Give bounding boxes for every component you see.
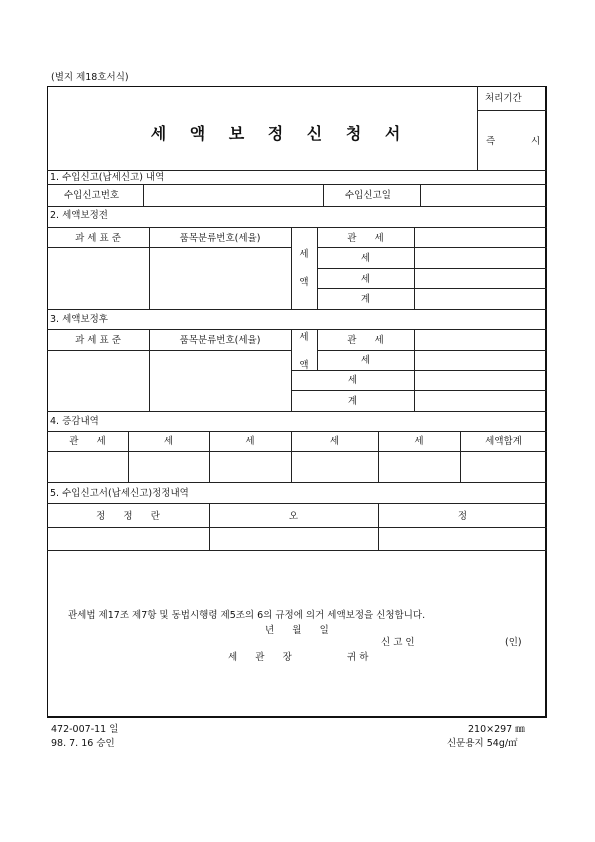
section3-heading: 3. 세액보정후 xyxy=(50,314,108,325)
section2-row-tax-b: 세 xyxy=(360,274,371,285)
section4-col-customs: 관 세 xyxy=(69,436,106,447)
section3-row-customs: 관 세 xyxy=(347,335,384,346)
footer-paper-size: 210×297 ㎜ xyxy=(468,724,525,735)
section3-col-hs-code: 품목분류번호(세율) xyxy=(179,335,261,346)
section3-row-tax-a: 세 xyxy=(360,355,371,366)
section2-row-customs: 관 세 xyxy=(347,233,384,244)
section3-row-total: 계 xyxy=(347,396,358,407)
applicant-seal: (인) xyxy=(505,637,522,648)
declaration-date: 년 월 일 xyxy=(265,625,329,636)
section5-heading: 5. 수입신고서(납세신고)정정내역 xyxy=(50,488,189,499)
recipient-customs-chief: 세 관 장 xyxy=(228,652,292,663)
section5-col-correction: 정 정 란 xyxy=(96,511,160,522)
section2-col-hs-code: 품목분류번호(세율) xyxy=(179,233,261,244)
footer-approval-date: 98. 7. 16 승인 xyxy=(51,738,115,749)
section3-tax-amount-2: 액 xyxy=(299,360,309,371)
section4-col-tax-1: 세 xyxy=(163,436,174,447)
declaration-statement: 관세법 제17조 제7항 및 동법시행령 제5조의 6의 규정에 의거 세액보정을 신청합니다. xyxy=(68,610,426,621)
processing-value-2: 시 xyxy=(531,136,541,147)
section2-row-tax-a: 세 xyxy=(360,253,371,264)
section1-heading: 1. 수입신고(납세신고) 내역 xyxy=(50,172,165,183)
import-date-label: 수입신고일 xyxy=(345,190,391,201)
section2-tax-amount-1: 세 xyxy=(299,249,309,260)
section2-heading: 2. 세액보정전 xyxy=(50,210,108,221)
applicant-label: 신 고 인 xyxy=(381,637,415,648)
section3-row-tax-b: 세 xyxy=(347,375,358,386)
form-reference: (별지 제18호서식) xyxy=(51,72,129,83)
section5-col-error: 오 xyxy=(288,511,299,522)
footer-form-number: 472-007-11 일 xyxy=(51,724,119,735)
section2-row-total: 계 xyxy=(360,294,371,305)
form-title: 세 액 보 정 신 청 서 xyxy=(150,124,410,143)
processing-period-label: 처리기간 xyxy=(485,93,522,104)
section5-col-corrected: 정 xyxy=(457,511,468,522)
footer-paper-type: 신문용지 54g/㎡ xyxy=(447,738,518,749)
section2-tax-amount-2: 액 xyxy=(299,277,309,288)
section2-col-tax-base: 과 세 표 준 xyxy=(75,233,121,244)
section4-col-tax-3: 세 xyxy=(329,436,340,447)
section4-heading: 4. 증감내역 xyxy=(50,416,99,427)
processing-box-left xyxy=(477,86,478,170)
import-number-label: 수입신고번호 xyxy=(64,190,120,201)
section4-col-total: 세액합계 xyxy=(485,436,522,447)
processing-value-1: 즉 xyxy=(486,136,496,147)
recipient-honorific: 귀 하 xyxy=(347,652,369,663)
section3-col-tax-base: 과 세 표 준 xyxy=(75,335,121,346)
section4-col-tax-4: 세 xyxy=(414,436,424,447)
section3-tax-amount-1: 세 xyxy=(299,332,309,343)
section4-col-tax-2: 세 xyxy=(245,436,255,447)
